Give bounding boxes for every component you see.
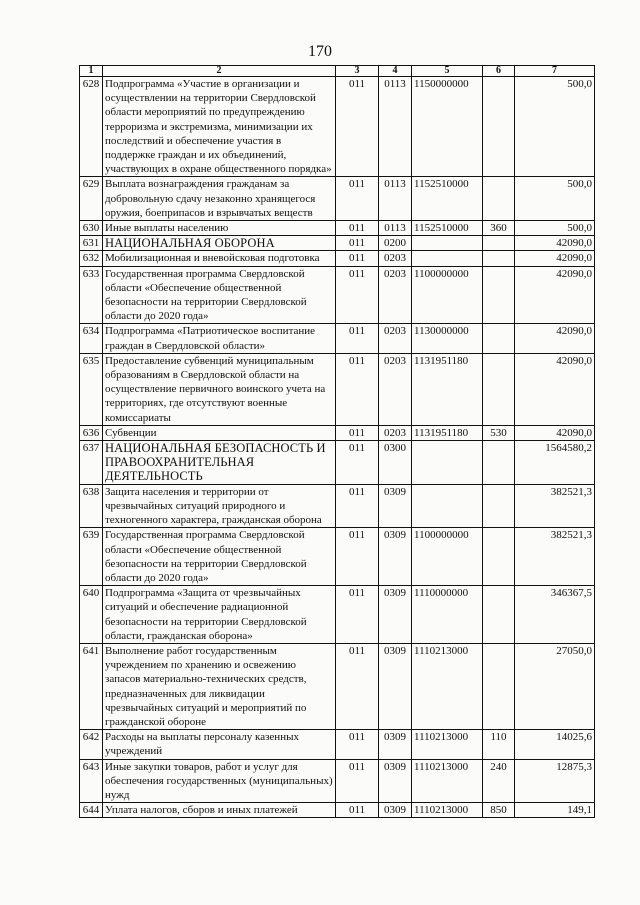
expense-type-cell [483,586,515,644]
target-code-cell: 1110213000 [412,803,483,818]
section-code-cell: 0113 [379,177,412,221]
amount-cell: 12875,3 [515,759,595,803]
amount-cell: 1564580,2 [515,441,595,485]
row-name-cell: НАЦИОНАЛЬНАЯ БЕЗОПАСНОСТЬ И ПРАВООХРАНИТЕЛЬНАЯ ДЕЯТЕЛЬНОСТЬ [103,441,336,485]
table-row [80,643,595,729]
ministry-code-cell: 011 [336,251,379,266]
target-code-cell: 1110213000 [412,730,483,759]
section-code-cell: 0309 [379,730,412,759]
ministry-code-cell: 011 [336,77,379,177]
section-code-cell: 0300 [379,441,412,485]
section-code-cell: 0203 [379,353,412,425]
table-row [80,484,595,528]
target-code-cell: 1110213000 [412,643,483,729]
column-header: 2 [103,66,336,77]
target-code-cell: 1100000000 [412,528,483,586]
column-header: 1 [80,66,103,77]
expense-type-cell: 530 [483,425,515,440]
table-row [80,221,595,236]
row-name-cell: Выплата вознаграждения гражданам за добровольную сдачу незаконно хранящегося оружия, боеприпасов и взрывчатых веществ [103,177,336,221]
section-code-cell: 0309 [379,484,412,528]
amount-cell: 500,0 [515,221,595,236]
amount-cell: 500,0 [515,77,595,177]
row-number-cell: 628 [80,77,103,177]
target-code-cell: 1100000000 [412,266,483,324]
expense-type-cell [483,643,515,729]
ministry-code-cell: 011 [336,236,379,251]
section-code-cell: 0309 [379,643,412,729]
row-name-cell: НАЦИОНАЛЬНАЯ ОБОРОНА [103,236,336,251]
section-code-cell: 0203 [379,425,412,440]
expense-type-cell: 850 [483,803,515,818]
row-name-cell: Иные выплаты населению [103,221,336,236]
target-code-cell: 1131951180 [412,353,483,425]
expense-type-cell: 110 [483,730,515,759]
row-name-cell: Субвенции [103,425,336,440]
row-name-cell: Расходы на выплаты персоналу казенных учреждений [103,730,336,759]
row-name-cell: Иные закупки товаров, работ и услуг для обеспечения государственных (муниципальных) нужд [103,759,336,803]
target-code-cell [412,484,483,528]
amount-cell: 500,0 [515,177,595,221]
table-row [80,441,595,485]
column-header: 5 [412,66,483,77]
table-row [80,759,595,803]
expense-type-cell [483,77,515,177]
table-row [80,425,595,440]
ministry-code-cell: 011 [336,759,379,803]
row-name-cell: Выполнение работ государственным учреждением по хранению и освежению запасов материально-технических средств, предназначенных для ликвидации чрезвычайных ситуаций и мероприятий по гражданской обороне [103,643,336,729]
ministry-code-cell: 011 [336,484,379,528]
table-row [80,177,595,221]
expense-type-cell [483,484,515,528]
amount-cell: 42090,0 [515,236,595,251]
section-code-cell: 0309 [379,803,412,818]
row-number-cell: 630 [80,221,103,236]
table-row [80,803,595,818]
table-row [80,730,595,759]
amount-cell: 27050,0 [515,643,595,729]
target-code-cell: 1152510000 [412,177,483,221]
table-row [80,324,595,353]
row-number-cell: 631 [80,236,103,251]
expense-type-cell: 360 [483,221,515,236]
amount-cell: 42090,0 [515,425,595,440]
expense-type-cell [483,177,515,221]
row-name-cell: Подпрограмма «Защита от чрезвычайных ситуаций и обеспечение радиационной безопасности на территории Свердловской области, гражданская оборона» [103,586,336,644]
row-number-cell: 637 [80,441,103,485]
row-name-cell: Предоставление субвенций муниципальным образованиям в Свердловской области на осуществление первичного воинского учета на территориях, где отсутствуют военные комиссариаты [103,353,336,425]
section-code-cell: 0200 [379,236,412,251]
ministry-code-cell: 011 [336,353,379,425]
amount-cell: 149,1 [515,803,595,818]
amount-cell: 42090,0 [515,324,595,353]
header-row [80,66,595,77]
ministry-code-cell: 011 [336,425,379,440]
row-number-cell: 641 [80,643,103,729]
row-number-cell: 640 [80,586,103,644]
row-number-cell: 642 [80,730,103,759]
row-name-cell: Уплата налогов, сборов и иных платежей [103,803,336,818]
section-code-cell: 0203 [379,266,412,324]
section-code-cell: 0203 [379,324,412,353]
ministry-code-cell: 011 [336,177,379,221]
ministry-code-cell: 011 [336,643,379,729]
expense-type-cell: 240 [483,759,515,803]
row-name-cell: Мобилизационная и вневойсковая подготовка [103,251,336,266]
budget-table [79,65,595,818]
amount-cell: 14025,6 [515,730,595,759]
table-row [80,353,595,425]
target-code-cell [412,441,483,485]
ministry-code-cell: 011 [336,266,379,324]
section-code-cell: 0309 [379,586,412,644]
target-code-cell: 1110213000 [412,759,483,803]
row-number-cell: 629 [80,177,103,221]
row-number-cell: 643 [80,759,103,803]
page-number: 170 [308,43,332,60]
column-header: 4 [379,66,412,77]
target-code-cell: 1131951180 [412,425,483,440]
amount-cell: 42090,0 [515,251,595,266]
ministry-code-cell: 011 [336,803,379,818]
amount-cell: 42090,0 [515,353,595,425]
target-code-cell [412,236,483,251]
ministry-code-cell: 011 [336,730,379,759]
column-header: 3 [336,66,379,77]
table-row [80,236,595,251]
section-code-cell: 0113 [379,221,412,236]
row-name-cell: Подпрограмма «Участие в организации и осуществлении на территории Свердловской области мероприятий по предупреждению терроризма и экстремизма, минимизации их последствий и обеспечение участия в поддержке граждан и их объединений, участвующих в охране общественного порядка» [103,77,336,177]
expense-type-cell [483,236,515,251]
target-code-cell [412,251,483,266]
expense-type-cell [483,266,515,324]
column-header: 6 [483,66,515,77]
row-name-cell: Государственная программа Свердловской области «Обеспечение общественной безопасности на территории Свердловской области до 2020 года» [103,266,336,324]
row-number-cell: 636 [80,425,103,440]
expense-type-cell [483,324,515,353]
row-name-cell: Защита населения и территории от чрезвычайных ситуаций природного и техногенного характера, гражданская оборона [103,484,336,528]
amount-cell: 42090,0 [515,266,595,324]
row-number-cell: 644 [80,803,103,818]
target-code-cell: 1150000000 [412,77,483,177]
amount-cell: 382521,3 [515,528,595,586]
row-name-cell: Государственная программа Свердловской области «Обеспечение общественной безопасности на территории Свердловской области до 2020 года» [103,528,336,586]
table-row [80,77,595,177]
row-number-cell: 639 [80,528,103,586]
row-number-cell: 632 [80,251,103,266]
ministry-code-cell: 011 [336,221,379,236]
expense-type-cell [483,441,515,485]
table-body [80,77,595,818]
row-number-cell: 634 [80,324,103,353]
table-row [80,528,595,586]
expense-type-cell [483,353,515,425]
amount-cell: 382521,3 [515,484,595,528]
section-code-cell: 0309 [379,759,412,803]
row-number-cell: 635 [80,353,103,425]
section-code-cell: 0203 [379,251,412,266]
target-code-cell: 1130000000 [412,324,483,353]
row-number-cell: 638 [80,484,103,528]
section-code-cell: 0113 [379,77,412,177]
expense-type-cell [483,528,515,586]
ministry-code-cell: 011 [336,324,379,353]
table-row [80,251,595,266]
ministry-code-cell: 011 [336,441,379,485]
row-number-cell: 633 [80,266,103,324]
expense-type-cell [483,251,515,266]
target-code-cell: 1110000000 [412,586,483,644]
target-code-cell: 1152510000 [412,221,483,236]
row-name-cell: Подпрограмма «Патриотическое воспитание граждан в Свердловской области» [103,324,336,353]
ministry-code-cell: 011 [336,528,379,586]
table-row [80,266,595,324]
section-code-cell: 0309 [379,528,412,586]
table-row [80,586,595,644]
amount-cell: 346367,5 [515,586,595,644]
column-header: 7 [515,66,595,77]
ministry-code-cell: 011 [336,586,379,644]
